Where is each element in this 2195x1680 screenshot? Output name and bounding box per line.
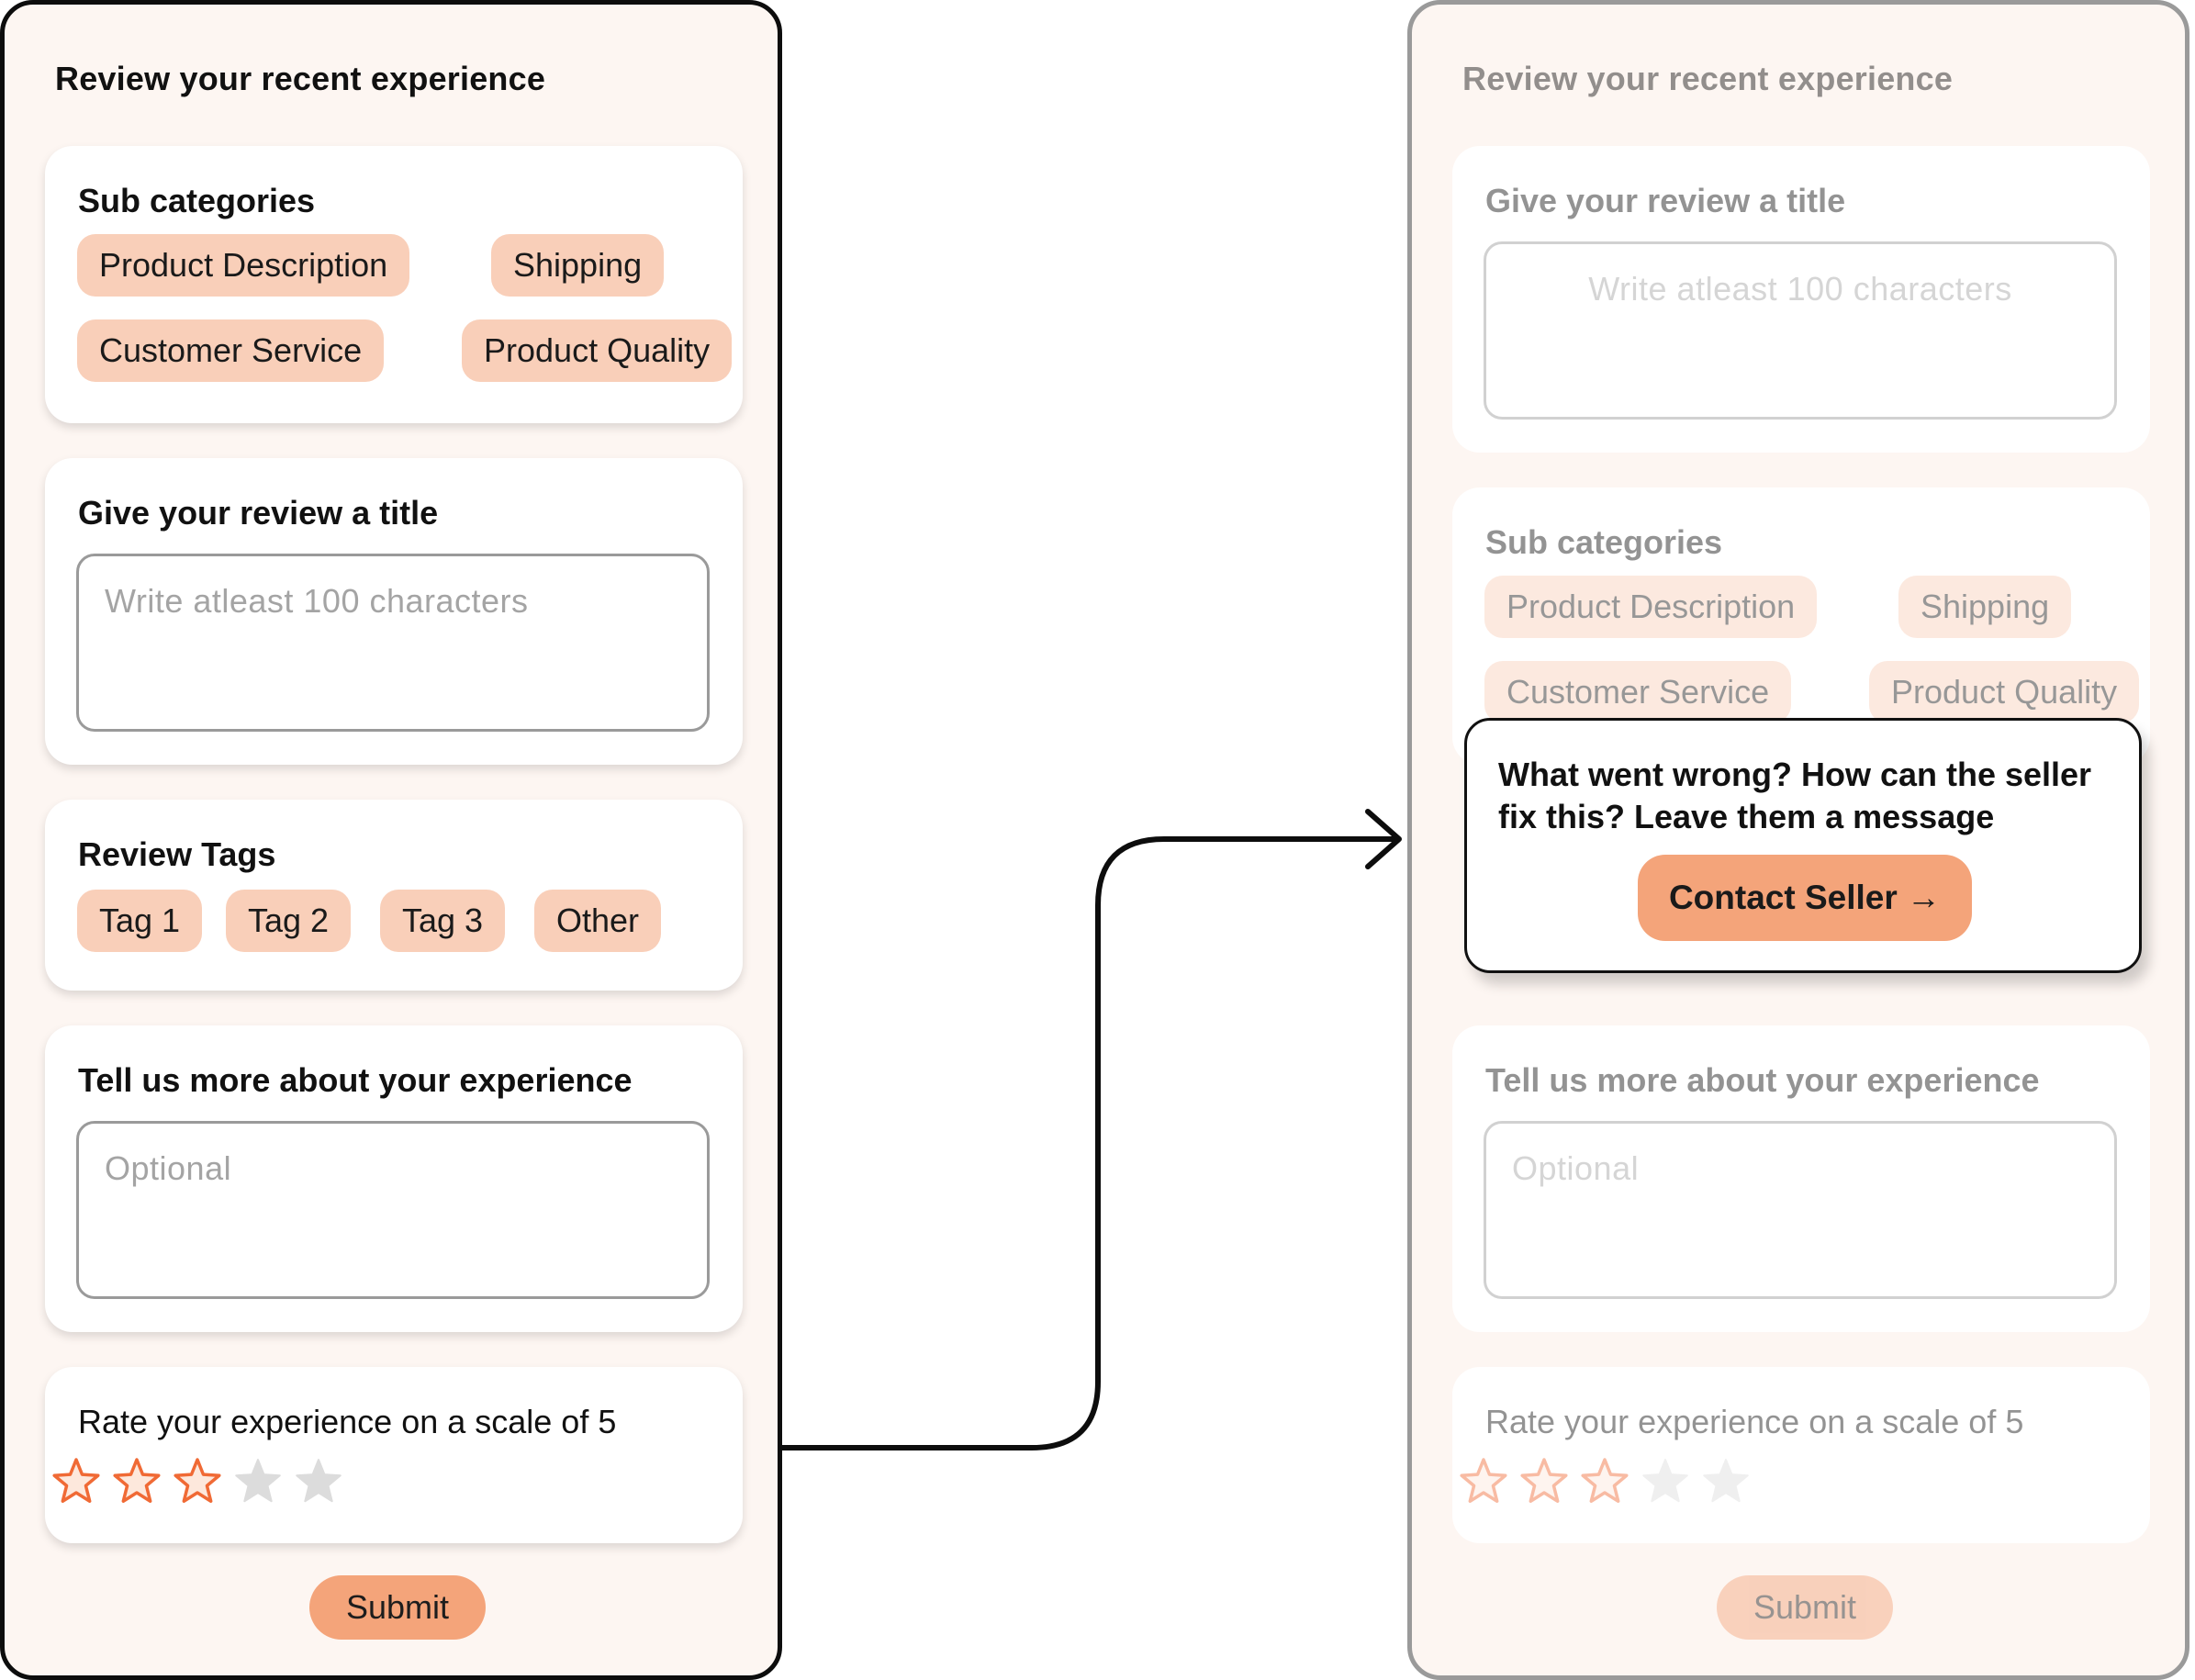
experience-textarea[interactable]: Optional <box>1484 1121 2117 1299</box>
review-title-heading: Give your review a title <box>1485 182 1846 219</box>
chip-other[interactable]: Other <box>534 890 661 952</box>
page-title: Review your recent experience <box>55 60 546 97</box>
popup-message: What went wrong? How can the seller fix this? Leave them a message <box>1498 756 2092 835</box>
chip-tag-2[interactable]: Tag 2 <box>226 890 351 952</box>
chip-tag-3[interactable]: Tag 3 <box>380 890 505 952</box>
submit-button[interactable]: Submit <box>1717 1575 1893 1640</box>
review-tags-heading: Review Tags <box>78 835 276 873</box>
review-title-heading: Give your review a title <box>78 494 439 532</box>
chip-product-description[interactable]: Product Description <box>77 234 409 297</box>
page-title: Review your recent experience <box>1462 60 1954 97</box>
experience-heading: Tell us more about your experience <box>1485 1061 2040 1099</box>
rating-label: Rate your experience on a scale of 5 <box>78 1403 617 1440</box>
chip-product-description[interactable]: Product Description <box>1484 576 1817 638</box>
contact-seller-button[interactable]: Contact Seller → <box>1638 855 1972 941</box>
chip-shipping[interactable]: Shipping <box>1898 576 2071 638</box>
chip-product-quality[interactable]: Product Quality <box>1869 661 2139 723</box>
chip-shipping[interactable]: Shipping <box>491 234 664 297</box>
chip-tag-1[interactable]: Tag 1 <box>77 890 202 952</box>
chip-customer-service[interactable]: Customer Service <box>1484 661 1791 723</box>
chip-product-quality[interactable]: Product Quality <box>462 319 732 382</box>
experience-textarea[interactable]: Optional <box>76 1121 710 1299</box>
subcategories-heading: Sub categories <box>78 182 316 219</box>
submit-button[interactable]: Submit <box>309 1575 486 1640</box>
chip-customer-service[interactable]: Customer Service <box>77 319 384 382</box>
experience-heading: Tell us more about your experience <box>78 1061 633 1099</box>
subcategories-heading: Sub categories <box>1485 523 1723 561</box>
review-title-input[interactable]: Write atleast 100 characters <box>1484 241 2117 420</box>
flow-arrow-line <box>782 839 1399 1448</box>
rating-label: Rate your experience on a scale of 5 <box>1485 1403 2024 1440</box>
review-title-input[interactable]: Write atleast 100 characters <box>76 554 710 732</box>
